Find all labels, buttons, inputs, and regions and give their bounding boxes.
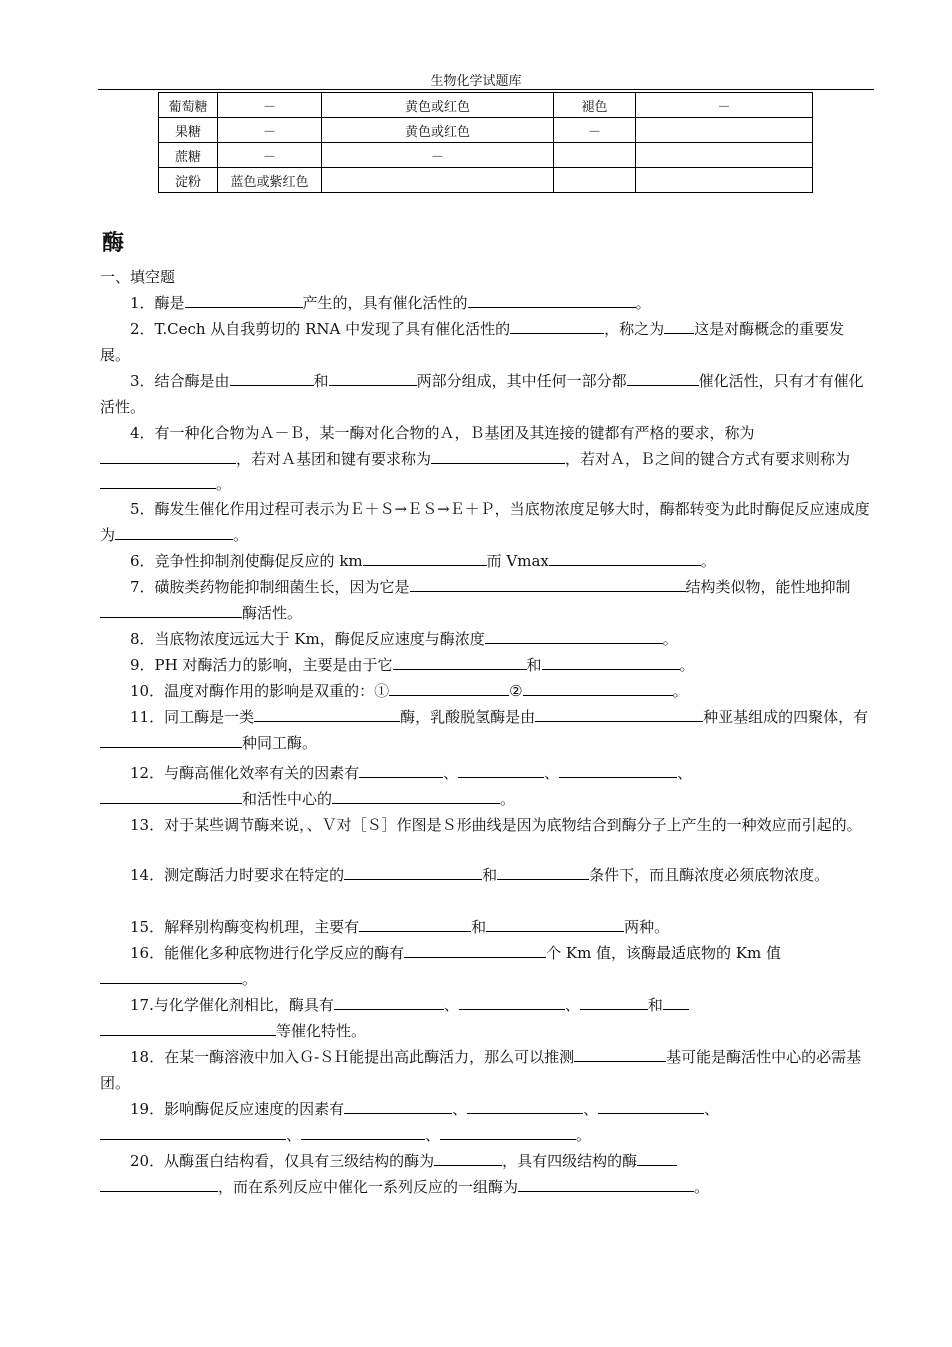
table-cell: 葡萄糖 <box>159 93 218 118</box>
question-text: 1．酶是 <box>130 294 185 312</box>
table-cell <box>554 168 636 193</box>
table-cell: 黄色或红色 <box>322 118 554 143</box>
question-11 <box>100 705 872 756</box>
answer-blank[interactable] <box>100 602 242 618</box>
answer-blank[interactable] <box>637 1150 677 1166</box>
question-text: 。 <box>216 475 232 493</box>
question-8 <box>100 627 872 653</box>
answer-blank[interactable] <box>344 864 482 880</box>
question-text: ，若对Ａ基团和键有要求称为 <box>236 449 432 468</box>
question-text: 。 <box>500 789 516 808</box>
sugar-test-table <box>158 92 813 193</box>
question-text: 、 <box>425 1125 441 1144</box>
question-text: 、 <box>443 996 459 1014</box>
question-16 <box>100 941 872 992</box>
answer-blank[interactable] <box>100 732 242 748</box>
running-header-title: 生物化学试题库 <box>430 74 522 89</box>
question-text: 、 <box>452 1100 468 1118</box>
answer-blank[interactable] <box>100 788 242 804</box>
question-14 <box>100 863 872 889</box>
answer-blank[interactable] <box>344 1098 452 1114</box>
answer-blank[interactable] <box>410 576 686 592</box>
question-text: ，称之为 <box>604 320 665 338</box>
question-text: 6．竞争性抑制剂使酶促反应的 km <box>130 552 363 570</box>
question-text: 酶，乳酸脱氢酶是由 <box>400 708 536 726</box>
answer-blank[interactable] <box>664 318 694 334</box>
question-text: 、 <box>286 1125 302 1144</box>
answer-blank[interactable] <box>467 1098 583 1114</box>
question-text: 、 <box>443 764 459 782</box>
header-rule <box>98 89 874 90</box>
question-text: 。 <box>700 552 716 570</box>
answer-blank[interactable] <box>254 706 400 722</box>
answer-blank[interactable] <box>389 680 509 696</box>
question-text: 。 <box>694 1177 710 1196</box>
table-cell: 褪色 <box>554 93 636 118</box>
question-text: 17.与化学催化剂相比，酶具有 <box>130 996 334 1014</box>
question-text: 。 <box>635 294 651 312</box>
answer-blank[interactable] <box>329 370 417 386</box>
question-text: 。 <box>233 525 249 544</box>
question-18 <box>100 1045 872 1096</box>
question-text: 种亚基组成的四聚体，有 <box>703 708 869 726</box>
table-cell: 果糖 <box>159 118 218 143</box>
question-text: 。 <box>672 682 688 700</box>
question-text: 和 <box>526 656 542 674</box>
question-text: 催化活性，只有才有催化活性。 <box>100 372 864 416</box>
question-7 <box>100 575 872 626</box>
answer-blank[interactable] <box>549 550 701 566</box>
question-text: 15．解释别构酶变构机理，主要有 <box>130 918 360 936</box>
question-9 <box>100 653 872 679</box>
question-text: ，若对Ａ，Ｂ之间的键合方式有要求则称为 <box>565 449 851 468</box>
answer-blank[interactable] <box>459 994 565 1010</box>
question-12 <box>100 761 872 812</box>
answer-blank[interactable] <box>497 864 589 880</box>
answer-blank[interactable] <box>434 1150 502 1166</box>
question-text: 和活性中心的 <box>242 789 333 808</box>
table-cell: － <box>218 143 322 168</box>
table-cell <box>636 118 813 143</box>
question-text: 酶活性。 <box>242 603 303 622</box>
question-text: 7．磺胺类药物能抑制细菌生长，因为它是 <box>130 578 410 596</box>
answer-blank[interactable] <box>332 788 500 804</box>
answer-blank[interactable] <box>230 370 314 386</box>
question-text: 两部分组成，其中任何一部分都 <box>416 372 627 390</box>
table-cell: － <box>218 93 322 118</box>
answer-blank[interactable] <box>185 292 303 308</box>
question-text: 、 <box>564 996 580 1014</box>
question-text: ，而在系列反应中催化一系列反应的一组酶为 <box>218 1177 519 1196</box>
answer-blank[interactable] <box>510 318 604 334</box>
question-text: 8．当底物浓度远远大于 Km，酶促反应速度与酶浓度 <box>130 630 485 648</box>
answer-blank[interactable] <box>627 370 699 386</box>
answer-blank[interactable] <box>559 762 677 778</box>
question-5 <box>100 497 872 548</box>
answer-blank[interactable] <box>574 1046 666 1062</box>
answer-blank[interactable] <box>115 524 233 540</box>
table-row <box>159 118 813 143</box>
question-text: 、 <box>704 1100 720 1118</box>
answer-blank[interactable] <box>393 654 527 670</box>
answer-blank[interactable] <box>468 292 636 308</box>
table-cell: 淀粉 <box>159 168 218 193</box>
table-cell <box>636 168 813 193</box>
question-text: ② <box>509 682 523 700</box>
question-4 <box>100 421 872 498</box>
question-text: 两种。 <box>624 918 670 936</box>
question-text: 条件下，而且酶浓度必须底物浓度。 <box>589 866 830 884</box>
question-text: 、 <box>544 764 560 782</box>
answer-blank[interactable] <box>100 1020 276 1036</box>
question-text: 3．结合酶是由 <box>130 372 230 390</box>
question-text: 16．能催化多种底物进行化学反应的酶有 <box>130 944 405 962</box>
table-cell: 蓝色或紫红色 <box>218 168 322 193</box>
table-cell: － <box>218 118 322 143</box>
answer-blank[interactable] <box>485 628 663 644</box>
table-cell: － <box>636 93 813 118</box>
question-text: 9．PH 对酶活力的影响，主要是由于它 <box>130 656 393 674</box>
question-6 <box>100 549 872 575</box>
table-cell <box>636 143 813 168</box>
question-text: 等催化特性。 <box>276 1021 367 1040</box>
answer-blank[interactable] <box>431 448 565 464</box>
section-title: 酶 <box>102 230 125 256</box>
table-row <box>159 168 813 193</box>
answer-blank[interactable] <box>100 1176 218 1192</box>
question-17 <box>100 993 872 1044</box>
question-text: 基可能是酶活性中心的必需基团。 <box>100 1048 862 1092</box>
answer-blank[interactable] <box>486 916 624 932</box>
answer-blank[interactable] <box>301 1124 425 1140</box>
question-19 <box>100 1097 872 1148</box>
question-text: 19．影响酶促反应速度的因素有 <box>130 1100 345 1118</box>
answer-blank[interactable] <box>359 762 443 778</box>
question-3 <box>100 369 872 420</box>
answer-blank[interactable] <box>100 1124 286 1140</box>
table-cell: － <box>554 118 636 143</box>
table-row <box>159 93 813 118</box>
answer-blank[interactable] <box>663 994 689 1010</box>
question-text: 这是对酶概念的重要发展。 <box>100 320 845 364</box>
question-text: 。 <box>662 630 678 648</box>
table-cell <box>322 168 554 193</box>
question-text: 。 <box>242 969 258 988</box>
question-text: ，具有四级结构的酶 <box>502 1152 638 1170</box>
table-cell <box>554 143 636 168</box>
answer-blank[interactable] <box>100 448 236 464</box>
question-text: 14．测定酶活力时要求在特定的 <box>130 866 345 884</box>
question-text: 、 <box>583 1100 599 1118</box>
question-text: 4．有一种化合物为Ａ－Ｂ，某一酶对化合物的Ａ，Ｂ基团及其连接的键都有严格的要求，称为 <box>130 424 755 442</box>
answer-blank[interactable] <box>404 942 546 958</box>
part-title: 一、填空题 <box>100 268 176 286</box>
question-text: 。 <box>576 1125 592 1144</box>
question-text: 。 <box>679 656 695 674</box>
table-cell: 黄色或红色 <box>322 93 554 118</box>
question-1 <box>100 291 872 317</box>
answer-blank[interactable] <box>518 1176 694 1192</box>
question-text: 20．从酶蛋白结构看，仅具有三级结构的酶为 <box>130 1152 435 1170</box>
answer-blank[interactable] <box>598 1098 704 1114</box>
question-text: 18．在某一酶溶液中加入Ｇ-ＳＨ能提出高此酶活力，那么可以推测 <box>130 1048 575 1066</box>
table-cell: － <box>322 143 554 168</box>
question-text: 5．酶发生催化作用过程可表示为Ｅ＋Ｓ→ＥＳ→Ｅ＋Ｐ，当底物浓度足够大时，酶都转变为此时酶促反应速成度为 <box>100 500 870 544</box>
question-text: 12．与酶高催化效率有关的因素有 <box>130 764 360 782</box>
question-text: 和 <box>482 866 498 884</box>
question-20 <box>100 1149 872 1200</box>
question-text: 13．对于某些调节酶来说，、Ｖ对［Ｓ］作图是Ｓ形曲线是因为底物结合到酶分子上产生的一种效应而引起的。 <box>130 816 862 834</box>
answer-blank[interactable] <box>100 473 216 489</box>
answer-blank[interactable] <box>334 994 444 1010</box>
answer-blank[interactable] <box>363 550 487 566</box>
table-cell: 蔗糖 <box>159 143 218 168</box>
question-text: 产生的，具有催化活性的 <box>302 294 468 312</box>
answer-blank[interactable] <box>359 916 471 932</box>
answer-blank[interactable] <box>542 654 680 670</box>
question-text: 结构类似物，能性地抑制 <box>685 578 851 596</box>
question-15 <box>100 915 872 941</box>
question-text: 个 Km 值，该酶最适底物的 Km 值 <box>546 944 782 962</box>
question-text: 而 Vmax <box>486 552 549 570</box>
answer-blank[interactable] <box>580 994 648 1010</box>
question-10 <box>100 679 872 705</box>
question-text: 和 <box>647 996 663 1014</box>
question-text: 11．同工酶是一类 <box>130 708 255 726</box>
question-2 <box>100 317 872 368</box>
question-text: 和 <box>471 918 487 936</box>
question-text: 10．温度对酶作用的影响是双重的：① <box>130 682 390 700</box>
question-text: 种同工酶。 <box>242 733 318 752</box>
answer-blank[interactable] <box>535 706 703 722</box>
question-text: 2．T.Cech 从自我剪切的 RNA 中发现了具有催化活性的 <box>130 320 511 338</box>
answer-blank[interactable] <box>458 762 544 778</box>
answer-blank[interactable] <box>523 680 673 696</box>
question-text: 和 <box>313 372 329 390</box>
question-13 <box>100 813 872 839</box>
answer-blank[interactable] <box>440 1124 576 1140</box>
question-text: 、 <box>677 764 693 782</box>
answer-blank[interactable] <box>100 968 242 984</box>
table-row <box>159 143 813 168</box>
